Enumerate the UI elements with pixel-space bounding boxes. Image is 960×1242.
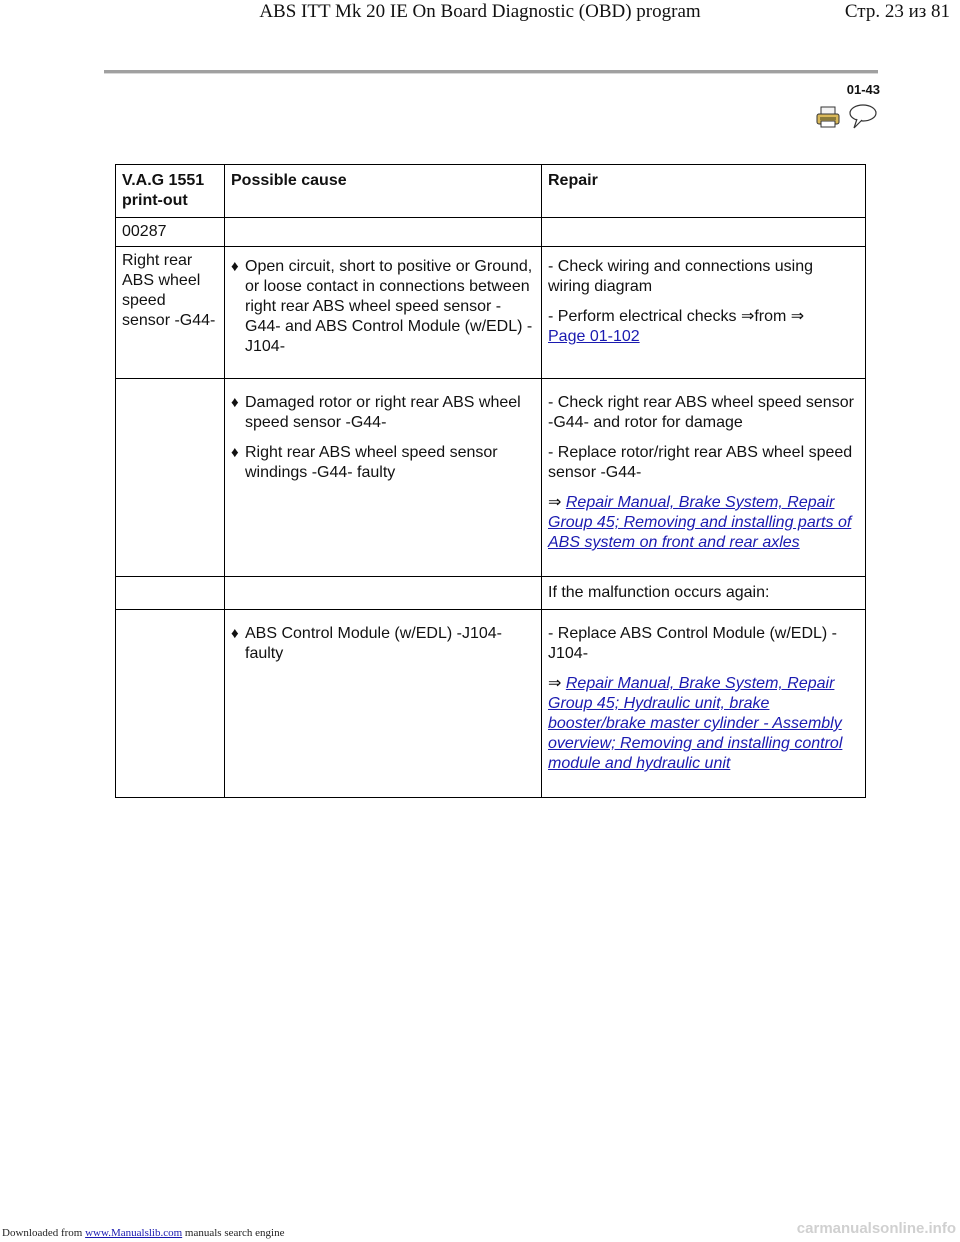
cause-cell <box>225 610 542 798</box>
diamond-bullet-icon: ♦ <box>231 444 239 461</box>
table-row <box>116 610 866 798</box>
header-rule <box>104 70 878 74</box>
watermark: carmanualsonline.info <box>796 1220 956 1237</box>
header-repair: Repair <box>542 165 866 218</box>
page-toolbar <box>816 104 878 130</box>
repair-cell <box>542 379 866 577</box>
cause-item: ♦ Open circuit, short to positive or Ground, or loose contact in connections between right rear ABS wheel speed sensor -G44- and ABS Control Module (w/EDL) -J104- <box>231 258 533 355</box>
arrow-right-icon: ⇒ <box>548 675 562 692</box>
manualslib-link[interactable]: www.Manualslib.com <box>85 1227 183 1239</box>
repair-cell <box>542 610 866 798</box>
repair-cell <box>542 247 866 379</box>
page-number: 01-43 <box>846 82 880 97</box>
table-row <box>116 379 866 577</box>
document-title: ABS ITT Mk 20 IE On Board Diagnostic (OBD) program <box>259 1 701 22</box>
header-possible-cause: Possible cause <box>225 165 542 218</box>
repair-step: - Perform electrical checks ⇒from ⇒ Page 01-102 <box>548 308 805 345</box>
cause-item: ♦ ABS Control Module (w/EDL) -J104- faulty <box>231 625 502 662</box>
repair-step: - Replace ABS Control Module (w/EDL) -J104- <box>548 625 837 662</box>
cause-item: ♦ Right rear ABS wheel speed sensor windings -G44- faulty <box>231 444 498 481</box>
diagnostic-table <box>115 164 866 798</box>
diamond-bullet-icon: ♦ <box>231 258 239 275</box>
repeat-note: If the malfunction occurs again: <box>542 577 866 610</box>
header-printout: V.A.G 1551 print-out <box>116 165 225 218</box>
diamond-bullet-icon: ♦ <box>231 394 239 411</box>
arrow-right-icon: ⇒ <box>548 494 562 511</box>
page-link[interactable]: Page 01-102 <box>548 328 640 345</box>
table-header-row <box>116 165 866 218</box>
speech-bubble-icon[interactable] <box>848 104 878 135</box>
cause-cell <box>225 379 542 577</box>
repair-manual-reference <box>548 674 859 774</box>
diamond-bullet-icon: ♦ <box>231 625 239 642</box>
table-row <box>116 577 866 610</box>
fault-code: 00287 <box>116 218 225 247</box>
repair-step: - Replace rotor/right rear ABS wheel speed sensor -G44- <box>548 444 853 481</box>
cause-item: ♦ Damaged rotor or right rear ABS wheel speed sensor -G44- <box>231 394 521 431</box>
repair-manual-link[interactable]: Repair Manual, Brake System, Repair Group 45; Hydraulic unit, brake booster/brake master cylinder - Assembly overview; Removing and installing control module and hydraulic unit <box>548 675 843 772</box>
repair-manual-reference <box>548 493 859 553</box>
repair-step: - Check right rear ABS wheel speed sensor -G44- and rotor for damage <box>548 394 854 431</box>
download-footer: Downloaded from www.Manualslib.com manuals search engine <box>2 1227 285 1239</box>
repair-manual-link[interactable]: Repair Manual, Brake System, Repair Group 45; Removing and installing parts of ABS system on front and rear axles <box>548 494 852 551</box>
fault-code-row <box>116 218 866 247</box>
document-header <box>0 0 960 24</box>
printer-icon[interactable] <box>816 106 840 133</box>
page-counter: Стр. 23 из 81 <box>844 1 950 22</box>
repair-step: - Check wiring and connections using wiring diagram <box>548 258 814 295</box>
table-row <box>116 247 866 379</box>
cause-cell <box>225 247 542 379</box>
component-name: Right rear ABS wheel speed sensor -G44- <box>116 247 225 379</box>
